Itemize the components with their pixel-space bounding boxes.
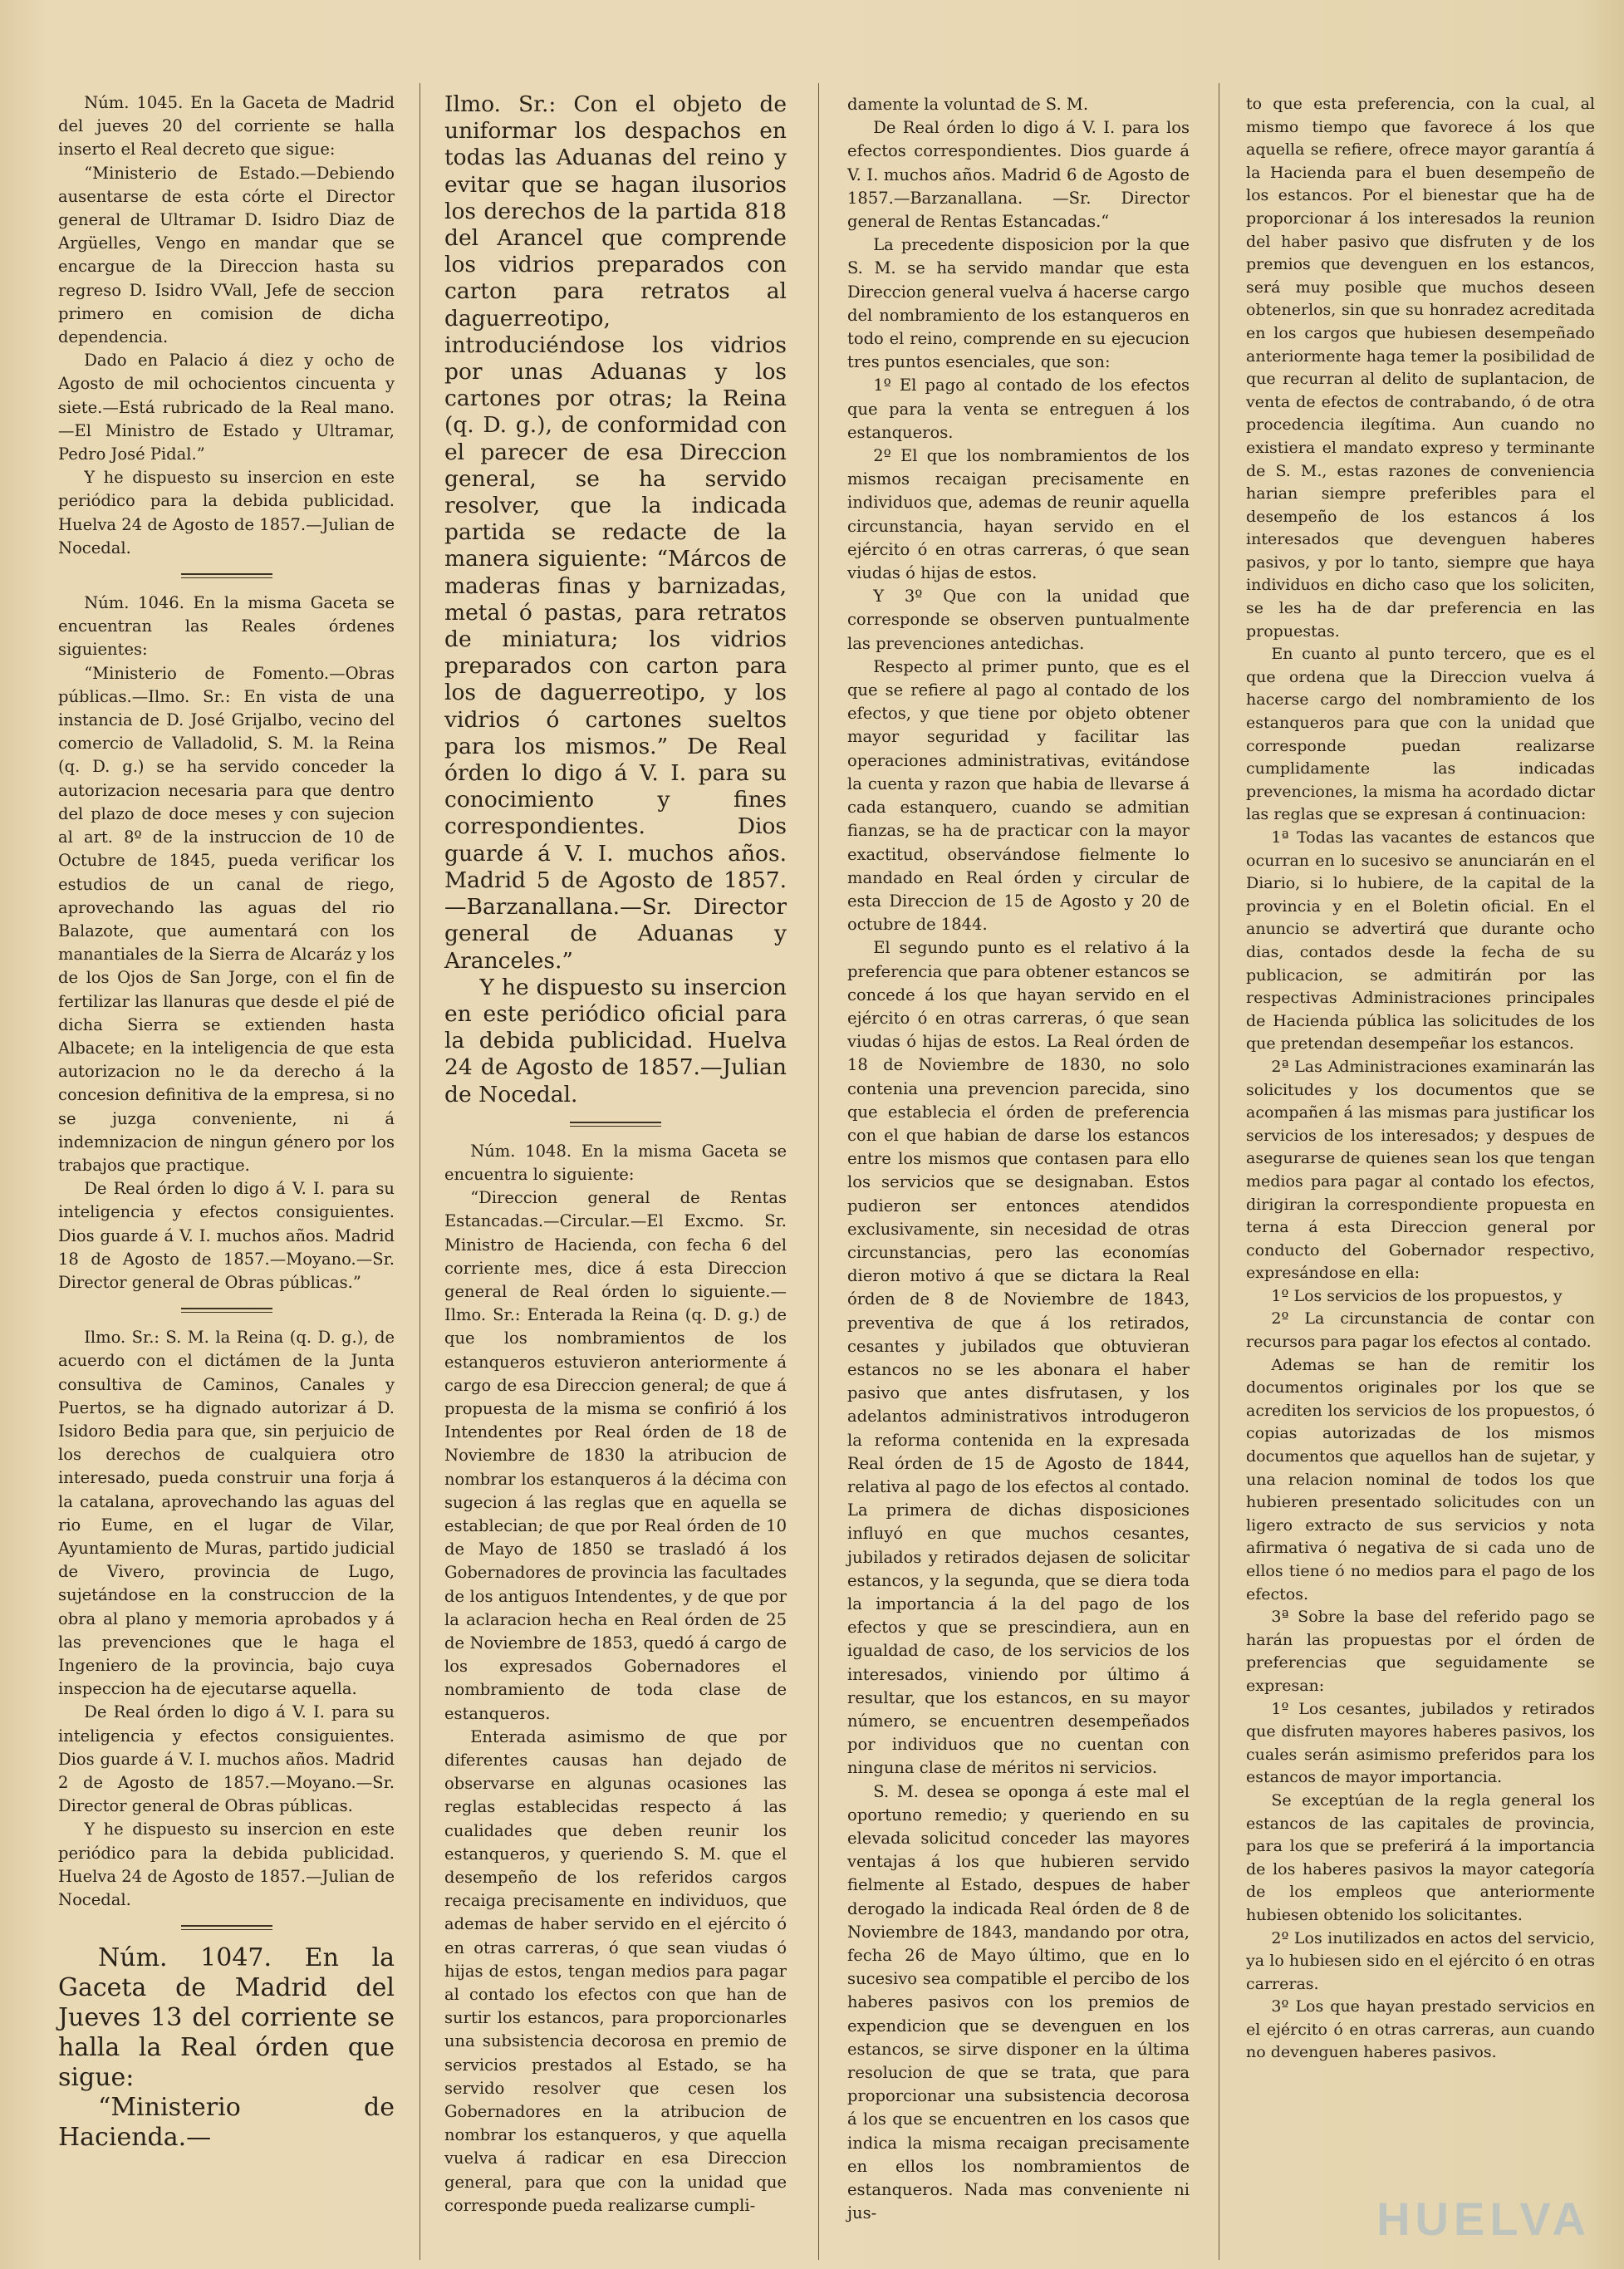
item-1046-heading: Núm. 1046. En la misma Gaceta se encuentran las Reales órdenes siguientes: <box>58 593 395 660</box>
insertion-note: Y he dispuesto su insercion en este periódico para la debida publicidad. Huelva 24 de Agosto de 1857.—Julian de Nocedal. <box>58 1820 395 1910</box>
paragraph: Se exceptúan de la regla general los estancos de las capitales de provincia, para los que se preferirá á la importancia de los haberes pasivos la mayor categoría de los empleos que anteriormente hubiesen obtenido los solicitantes. <box>1246 1790 1595 1924</box>
section-divider <box>181 1925 272 1930</box>
insertion-note: Y he dispuesto su insercion en este periódico oficial para la debida publicidad. Huelva 24 de Agosto de 1857.—Julian de Nocedal. <box>444 974 787 1107</box>
item-1047-heading: Núm. 1047. En la Gaceta de Madrid del Jueves 13 del corriente se halla la Real órden que sigue: <box>58 1943 395 2093</box>
column-separator <box>818 83 819 2260</box>
rule-3-item-1: 1º Los cesantes, jubilados y retirados que disfruten mayores haberes pasivos, los cuales serán asimismo preferidos para los estancos de mayor importancia. <box>1246 1699 1595 1787</box>
paragraph: Ademas se han de remitir los documentos originales por los que se acrediten los servicios de los propuestos, ó copias autorizadas de los mismos documentos que aquellos han de sujetar, y una relacion nominal de todos los que hubieren presentado solicitudes con un ligero extracto de sus servicios y nota afirmativa ó negativa de si cada uno de ellos tiene ó no medios para el pago de los efectos. <box>1246 1355 1595 1604</box>
paragraph: Respecto al primer punto, que es el que se refiere al pago al contado de los efectos, y que tiene por objeto obtener mayor seguridad y facilitar las operaciones administrativas, evitándose la cuenta y razon que habia de llevarse á cada estanquero, cuando se admitian fianzas, se ha de practicar con la mayor exactitud, observándose fielmente lo mandado en Real órden y circular de esta Direccion de 15 de Agosto y 20 de octubre de 1844. <box>847 656 1190 935</box>
paragraph: La precedente disposicion por la que S. M. se ha servido mandar que esta Direccion general vuelva á hacerse cargo del nombramiento de los estanqueros en todo el reino, comprende en su ejecucion tres puntos esenciales, que son: <box>847 235 1190 372</box>
rule-1: 1ª Todas las vacantes de estancos que ocurran en lo sucesivo se anunciarán en el Diario, si lo hubiere, de la capital de la provincia y en el Boletin oficial. En el anuncio se advertirá que durante ocho dias, contados desde la fecha de su publicacion, se admitirán por las respectivas Administraciones principales de Hacienda pública las solicitudes de los que pretendan desempeñar los estancos. <box>1246 828 1595 1053</box>
rule-3: 3ª Sobre la base del referido pago se harán las propuestas por el órden de preferencias que seguidamente se expresan: <box>1246 1608 1595 1695</box>
column-1 <box>58 91 395 2153</box>
section-divider <box>181 1308 272 1313</box>
decree-text: “Ministerio de Estado.—Debiendo ausentarse de esta córte el Director general de Ultramar D. Isidro Diaz de Argüelles, Vengo en mandar que se encargue de la Direccion hasta su regreso D. Isidro VVall, Jefe de seccion primero en comision de dicha dependencia. <box>58 163 395 347</box>
paragraph: En cuanto al punto tercero, que es el que ordena que la Direccion vuelva á hacerse cargo del nombramiento de los estanqueros para que con la unidad que corresponde puedan realizarse cumplidamente las indicadas prevenciones, la misma ha acordado dictar las reglas que se expresan á continuacion: <box>1246 645 1595 824</box>
fomento-signature: De Real órden lo digo á V. I. para su inteligencia y efectos consiguientes. Dios guarde á V. I. muchos años. Madrid 18 de Agosto de 1857.—Moyano.—Sr. Director general de Obras públicas.” <box>58 1179 395 1292</box>
rule-2: 2ª Las Administraciones examinarán las solicitudes y los documentos que se acompañen á las mismas para justificar los servicios de los interesados; y despues de asegurarse de quienes sean los que tengan medios para pagar al contado los efectos, dirigiran la correspondiente propuesta en terna á esta Direccion general por conducto del Gobernador respectivo, expresándose en ella: <box>1246 1057 1595 1283</box>
aduanas-order: Ilmo. Sr.: Con el objeto de uniformar los despachos en todas las Aduanas del reino y evitar que se hagan ilusorios los derechos de la partida 818 del Arancel que comprende los vidrios preparados con carton para retratos al daguerreotipo, introduciéndose los vidrios por unas Aduanas y los cartones por otras; la Reina (q. D. g.), de conformidad con el parecer de esa Direccion general, se ha servido resolver, que la indicada partida se redacte de la manera siguiente: “Márcos de maderas finas y barnizadas, metal ó pastas, para retratos de miniatura; los vidrios preparados con carton para los de daguerreotipo, y los vidrios ó cartones sueltos para los mismos.” De Real órden lo digo á V. I. para su conocimiento y fines correspondientes. Dios guarde á V. I. muchos años. Madrid 5 de Agosto de 1857. —Barzanallana.—Sr. Director general de Aduanas y Aranceles.” <box>444 91 787 974</box>
rentas-circular: “Direccion general de Rentas Estancadas.—Circular.—El Excmo. Sr. Ministro de Hacienda, con fecha 6 del corriente mes, dice á esta Direccion general de Real órden lo siguiente.—Ilmo. Sr.: Enterada la Reina (q. D. g.) de que los nombramientos de los estanqueros estuvieron anteriormente á cargo de esa Direccion general; de que á propuesta de la misma se confirió á los Intendentes por Real órden de 18 de Noviembre de 1830 la atribucion de nombrar los estanqueros á la décima con sugecion á las reglas que en aquella se establecian; de que por Real órden de 10 de Mayo de 1850 se trasladó á los Gobernadores de provincia las facultades de los antiguos Intendentes, y de que por la aclaracion hecha en Real órden de 25 de Noviembre de 1853, quedó á cargo de los expresados Gobernadores el nombramiento de toda clase de estanqueros. <box>444 1188 787 1723</box>
fomento-order: “Ministerio de Fomento.—Obras públicas.—Ilmo. Sr.: En vista de una instancia de D. José Grijalbo, vecino del comercio de Valladolid, S. M. la Reina (q. D. g.) se ha servido conceder la autorizacion necesaria para que dentro del plazo de doce meses y con sujecion al art. 8º de la instruccion de 10 de Octubre de 1845, pueda verificar los estudios de un canal de riego, aprovechando las aguas del rio Balazote, que aumentará con los manantiales de la Sierra de Alcaráz y los de los Ojos de San Jorge, con el fin de fertilizar las llanuras que desde el pié de dicha Sierra se extienden hasta Albacete; en la inteligencia de que esta autorizacion no le da derecho á la concesion definitiva de la empresa, si no se juzga conveniente, ni á indemnizacion de ningun género por los trabajos que practique. <box>58 663 395 1175</box>
column-2 <box>444 91 787 2217</box>
circular-signature: De Real órden lo digo á V. I. para los efectos correspondientes. Dios guarde á V. I. muchos años. Madrid 6 de Agosto de 1857.—Barzanallana. —Sr. Director general de Rentas Estancadas.“ <box>847 118 1190 232</box>
rule-2-item-2: 2º La circunstancia de contar con recursos para pagar los efectos al contado. <box>1246 1309 1595 1352</box>
section-divider <box>570 1122 661 1127</box>
paragraph: S. M. desea se oponga á este mal el oportuno remedio; y queriendo en su elevada solicitud conceder las mayores ventajas á los que hubieren servido fielmente al Estado, despues de haber derogado la indicada Real órden de 8 de Noviembre de 1843, mandando por otra, fecha 26 de Mayo último, que en lo sucesivo sea compatible el percibo de los haberes pasivos con los premios de expendicion que se devenguen en los estancos, se sirve disponer en la última resolucion de que se trata, que para proporcionar una subsistencia decorosa á los que se encuentren en los casos que indica la misma recaigan precisamente en ellos los nombramientos de estanqueros. Nada mas conveniente ni jus- <box>847 1781 1190 2223</box>
rentas-block <box>444 1140 787 2217</box>
column-3 <box>847 93 1190 2225</box>
rentas-circular-cont: Enterada asimismo de que por diferentes causas han dejado de observarse en algunas ocasiones las reglas establecidas respecto á las cualidades que deben reunir los estanqueros, y queriendo S. M. que el desempeño de los referidos cargos recaiga precisamente en individuos, que ademas de haber servido en el ejército ó en otras carreras, ó que sean viudas ó hijas de estos, tengan medios para pagar al contado los efectos con que han de surtir los estancos, para proporcionarles una subsistencia decorosa en premio de servicios prestados al Estado, se ha servido resolver que cesen los Gobernadores en la atribucion de nombrar los estanqueros, y que aquella vuelva á radicar en esa Direccion general, para que con la unidad que corresponde pueda realizarse cumpli- <box>444 1726 787 2215</box>
continuation: damente la voluntad de S. M. <box>847 95 1089 114</box>
point-3: Y 3º Que con la unidad que corresponde se observen puntualmente las prevenciones antedichas. <box>847 587 1190 653</box>
section-divider <box>181 573 272 578</box>
column-4 <box>1246 93 1595 2065</box>
point-2: 2º El que los nombramientos de los mismos recaigan precisamente en individuos que, ademas de reunir aquella circunstancia, hayan servido en el ejército ó en otras carreras, ó que sean viudas ó hijas de estos. <box>847 446 1190 583</box>
paragraph: El segundo punto es el relativo á la preferencia que para obtener estancos se concede á los que hayan servido en el ejército ó en otras carreras, ó que sean viudas ó hijas de estos. La Real órden de 18 de Noviembre de 1830, no solo contenia una prevencion parecida, sino que establecia el órden de preferencia con el que habian de darse los estancos entre los mismos que contasen para ello los servicios que se designaban. Estos pudieron ser entonces atendidos exclusivamente, sin necesidad de otras circunstancias, pero las economías dieron motivo á que se dictara la Real órden de 8 de Noviembre de 1843, preventiva de que á los retirados, cesantes y jubilados que obtuvieran estancos no se les abonara el haber pasivo que antes disfrutasen, y los adelantos administrativos introdugeron la reforma contenida en la expresada Real órden de 15 de Agosto de 1844, relativa al pago de los efectos al contado. La primera de dichas disposiciones influyó en que muchos cesantes, jubilados y retirados dejasen de solicitar estancos, y la segunda, que se diera toda la importancia á la del pago de los efectos y que se prescindiera, aun en igualdad de caso, de los servicios de los interesados, viniendo por último á resultar, que los estancos, en su mayor número, se encuentren desempeñados por individuos que no cuentan con ninguna clase de méritos ni servicios. <box>847 938 1190 1778</box>
point-1: 1º El pago al contado de los efectos que para la venta se entreguen á los estanqueros. <box>847 376 1190 442</box>
item-1045-heading: Núm. 1045. En la Gaceta de Madrid del jueves 20 del corriente se halla inserto el Real decreto que sigue: <box>58 93 395 160</box>
archive-watermark: HUELVA <box>1376 2193 1591 2245</box>
rule-3-item-3: 3º Los que hayan prestado servicios en el ejército ó en otras carreras, aun cuando no devenguen haberes pasivos. <box>1246 1997 1595 2062</box>
bedia-signature: De Real órden lo digo á V. I. para su inteligencia y efectos consiguientes. Dios guarde á V. I. muchos años. Madrid 2 de Agosto de 1857.—Moyano.—Sr. Director general de Obras públicas. <box>58 1702 395 1816</box>
rule-3-item-2: 2º Los inutilizados en actos del servicio, ya lo hubiesen sido en el ejército ó en otras carreras. <box>1246 1928 1595 1993</box>
decree-signature: Dado en Palacio á diez y ocho de Agosto de mil ochocientos cincuenta y siete.—Está rubricado de la Real mano.—El Ministro de Estado y Ultramar, Pedro José Pidal.” <box>58 351 395 464</box>
item-1048-heading: Núm. 1048. En la misma Gaceta se encuentra lo siguiente: <box>444 1141 787 1184</box>
continuation: to que esta preferencia, con la cual, al mismo tiempo que favorece á los que aquella se refiere, ofrece mayor garantía á la Hacienda para el buen desempeño de los estancos. Por el bienestar que ha de proporcionar á los interesados la reunion del haber pasivo que disfruten y de los premios que devenguen en los estancos, será muy posible que muchos deseen obtenerlos, sin que su honradez acreditada en los cargos que hubiesen desempeñado anteriormente haga temer la posibilidad de que recurran al delito de suplantacion, de venta de efectos de contrabando, ó de otra procedencia ilegítima. Aun cuando no existiera el mandato expreso y terminante de S. M., estas razones de conveniencia harian siempre preferibles para el desempeño de los estancos á los interesados que devenguen haberes pasivos, y por lo tanto, siempre que haya individuos en dicho caso que los soliciten, se les ha de dar preferencia en las propuestas. <box>1246 95 1595 641</box>
rule-2-item-1: 1º Los servicios de los propuestos, y <box>1271 1286 1563 1305</box>
bedia-order: Ilmo. Sr.: S. M. la Reina (q. D. g.), de acuerdo con el dictámen de la Junta consultiva de Caminos, Canales y Puertos, se ha dignado autorizar á D. Isidoro Bedia para que, sin perjuicio de los derechos de cualquiera otro interesado, pueda construir una forja á la catalana, aprovechando las aguas del rio Eume, en el lugar de Vilar, Ayuntamiento de Muras, partido judicial de Vivero, provincia de Lugo, sujetándose en la construccion de la obra al plano y memoria aprobados y á las prevenciones que le haga el Ingeniero de la provincia, bajo cuya inspeccion ha de ejecutarse aquella. <box>58 1328 395 1699</box>
insertion-note: Y he dispuesto su insercion en este periódico para la debida publicidad. Huelva 24 de Agosto de 1857.—Julian de Nocedal. <box>58 468 395 557</box>
column-separator <box>419 83 420 2260</box>
hacienda-heading: “Ministerio de Hacienda.— <box>58 2093 395 2153</box>
